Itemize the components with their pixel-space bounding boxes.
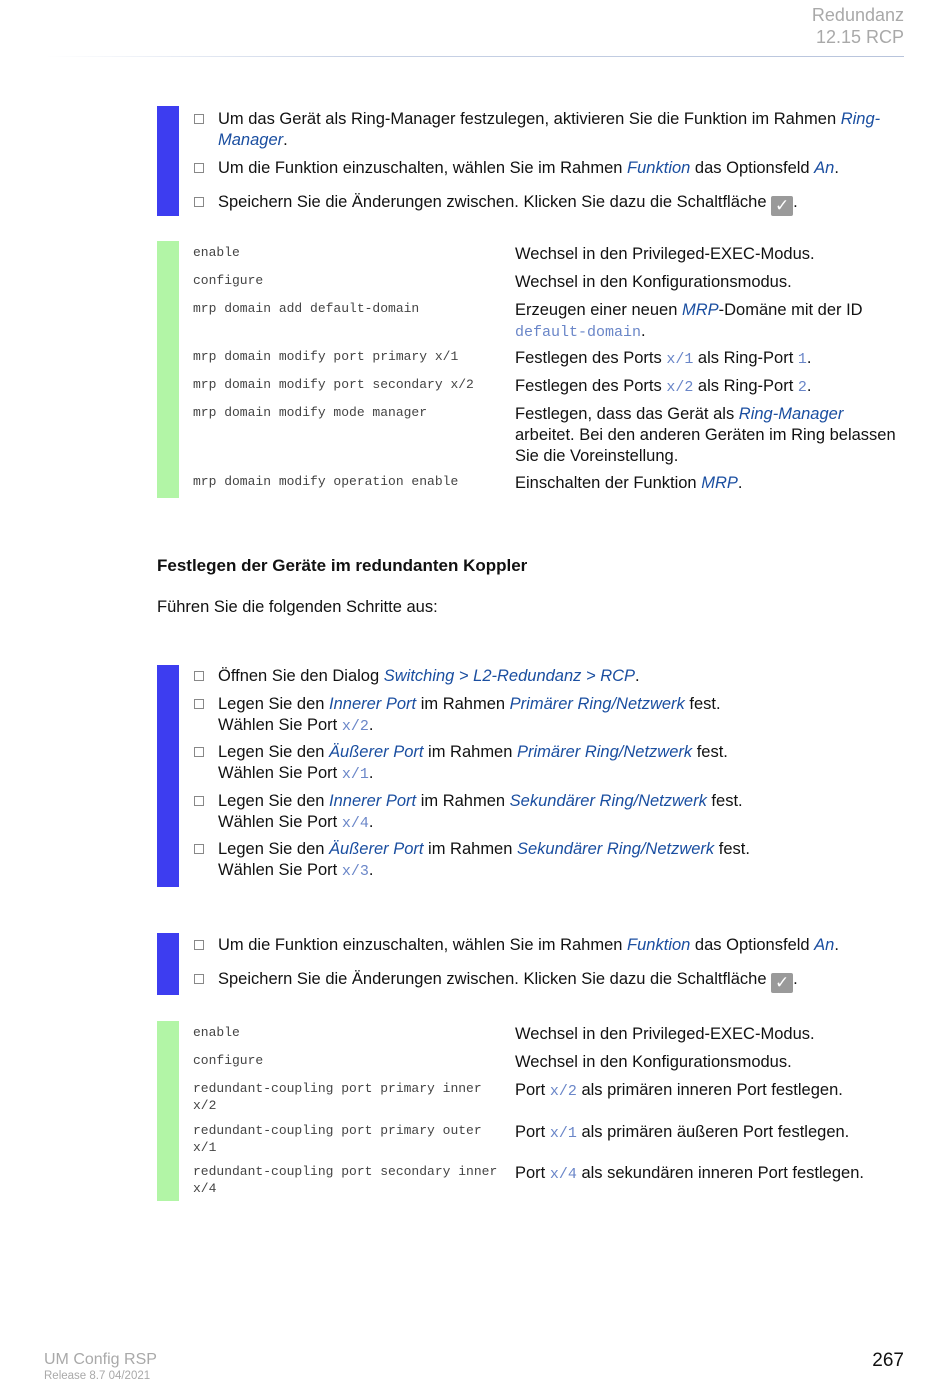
footer-doc-title: UM Config RSP xyxy=(44,1351,157,1368)
cli-command: enable xyxy=(193,245,240,260)
cli-description: Wechsel in den Privileged-EXEC-Modus. xyxy=(515,1025,815,1043)
step-bar-blue xyxy=(157,106,179,216)
rcp-enable-steps xyxy=(157,933,904,995)
cli-description: Wechsel in den Privileged-EXEC-Modus. xyxy=(515,245,815,263)
cli-description: Wechsel in den Konfigurationsmodus. xyxy=(515,273,792,291)
cli-description: Erzeugen einer neuen MRP-Domäne mit der ID default-domain. xyxy=(515,301,863,341)
cli-command: configure xyxy=(193,1053,264,1068)
cli-command: mrp domain add default-domain xyxy=(193,301,420,316)
checkbox-square-icon xyxy=(194,114,204,124)
cli-command: redundant-coupling port secondary inner x/4 xyxy=(193,1164,498,1196)
checkbox-square-icon xyxy=(194,197,204,207)
header-section: 12.15 RCP xyxy=(815,27,904,47)
step-item: Um das Gerät als Ring-Manager festzulegen, aktivieren Sie die Funktion im Rahmen Ring-Manager. xyxy=(194,109,904,151)
footer-release: Release 8.7 04/2021 xyxy=(44,1370,151,1382)
cli-command: mrp domain modify port primary x/1 xyxy=(193,349,459,364)
rcp-cli-commands xyxy=(157,1021,904,1201)
page-number: 267 xyxy=(872,1350,904,1371)
section-heading: Festlegen der Geräte im redundanten Koppler xyxy=(157,556,528,575)
cli-description: Festlegen des Ports x/2 als Ring-Port 2. xyxy=(515,377,812,396)
checkbox-square-icon xyxy=(194,671,204,681)
cli-description: Wechsel in den Konfigurationsmodus. xyxy=(515,1053,792,1071)
cli-command: redundant-coupling port primary inner x/2 xyxy=(193,1081,482,1113)
step-item: Um die Funktion einzuschalten, wählen Sie im Rahmen Funktion das Optionsfeld An. xyxy=(194,935,904,956)
step-item: Legen Sie den Äußerer Port im Rahmen Primärer Ring/Netzwerk fest. Wählen Sie Port x/1. xyxy=(194,742,904,785)
checkbox-square-icon xyxy=(194,844,204,854)
cli-command: redundant-coupling port primary outer x/1 xyxy=(193,1123,482,1155)
step-item: Öffnen Sie den Dialog Switching > L2-Redundanz > RCP. xyxy=(194,666,904,687)
cli-command: mrp domain modify mode manager xyxy=(193,405,428,420)
checkbox-square-icon xyxy=(194,747,204,757)
checkbox-square-icon xyxy=(194,940,204,950)
header-chapter: Redundanz xyxy=(811,5,904,25)
checkbox-square-icon xyxy=(194,699,204,709)
cli-bar-green xyxy=(157,1021,179,1201)
cli-command: configure xyxy=(193,273,264,288)
step-item: Legen Sie den Innerer Port im Rahmen Primärer Ring/Netzwerk fest. Wählen Sie Port x/2. xyxy=(194,694,904,737)
cli-description: Festlegen des Ports x/1 als Ring-Port 1. xyxy=(515,349,812,368)
cli-description: Port x/4 als sekundären inneren Port festlegen. xyxy=(515,1164,864,1183)
step-item: Speichern Sie die Änderungen zwischen. Klicken Sie dazu die Schaltfläche ✓ . xyxy=(194,969,904,993)
save-checkmark-icon: ✓ xyxy=(771,196,793,216)
step-item: Speichern Sie die Änderungen zwischen. Klicken Sie dazu die Schaltfläche ✓ . xyxy=(194,192,904,216)
cli-description: Einschalten der Funktion MRP. xyxy=(515,474,743,492)
cli-description: Port x/2 als primären inneren Port festlegen. xyxy=(515,1081,843,1100)
cli-description: Festlegen, dass das Gerät als Ring-Manager arbeitet. Bei den anderen Geräten im Ring belassen Sie die Voreinstellung. xyxy=(515,405,896,465)
step-bar-blue xyxy=(157,933,179,995)
cli-bar-green xyxy=(157,241,179,498)
cli-command: mrp domain modify port secondary x/2 xyxy=(193,377,474,392)
save-checkmark-icon: ✓ xyxy=(771,973,793,993)
ring-manager-steps xyxy=(157,106,904,216)
checkbox-square-icon xyxy=(194,796,204,806)
section-intro: Führen Sie die folgenden Schritte aus: xyxy=(157,598,438,616)
footer-doc-info xyxy=(44,1350,157,1383)
mrp-cli-commands xyxy=(157,241,904,498)
rcp-port-steps xyxy=(157,665,904,887)
cli-command: enable xyxy=(193,1025,240,1040)
cli-description: Port x/1 als primären äußeren Port festlegen. xyxy=(515,1123,850,1142)
header-divider xyxy=(46,56,904,57)
step-item: Legen Sie den Äußerer Port im Rahmen Sekundärer Ring/Netzwerk fest. Wählen Sie Port x/3. xyxy=(194,839,904,882)
step-item: Um die Funktion einzuschalten, wählen Sie im Rahmen Funktion das Optionsfeld An. xyxy=(194,158,904,179)
step-item: Legen Sie den Innerer Port im Rahmen Sekundärer Ring/Netzwerk fest. Wählen Sie Port x/4. xyxy=(194,791,904,834)
running-header xyxy=(812,4,904,48)
checkbox-square-icon xyxy=(194,974,204,984)
step-bar-blue xyxy=(157,665,179,887)
checkbox-square-icon xyxy=(194,163,204,173)
cli-command: mrp domain modify operation enable xyxy=(193,474,459,489)
